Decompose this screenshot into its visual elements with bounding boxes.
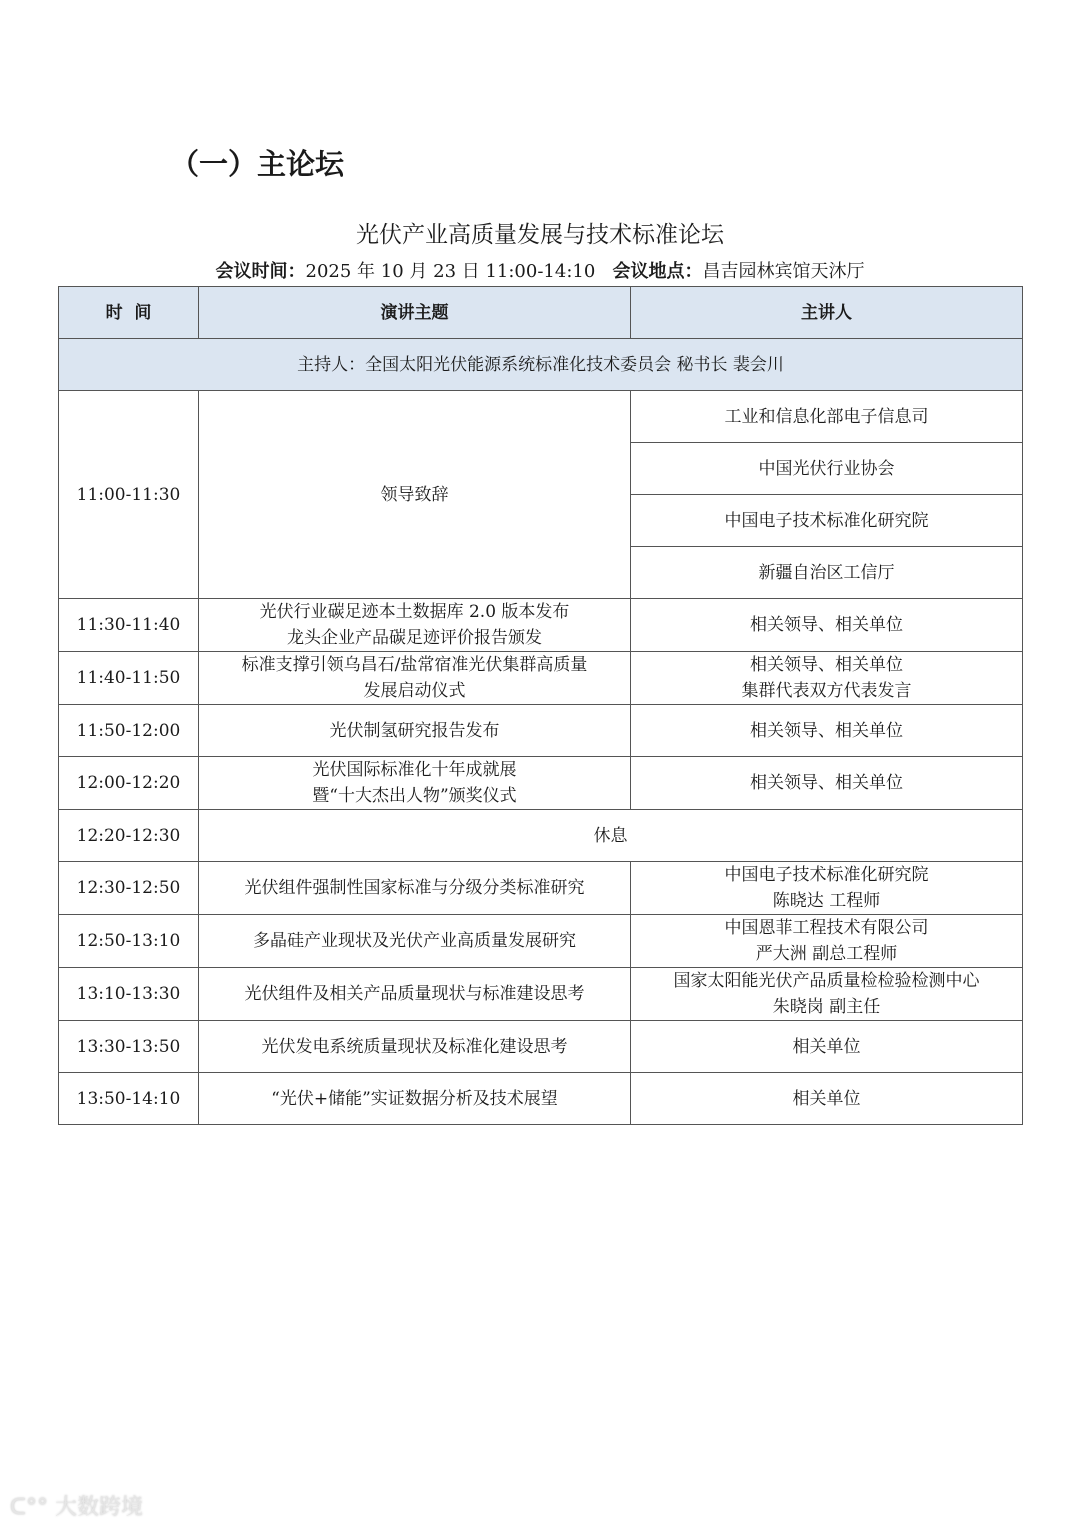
speaker-line: 相关领导、相关单位	[750, 655, 903, 675]
speaker-cell	[631, 968, 1023, 1021]
speaker-cell	[631, 915, 1023, 968]
time-cell: 11:00-11:30	[59, 391, 199, 599]
topic-line: 龙头企业产品碳足迹评价报告颁发	[287, 628, 542, 648]
speaker-cell	[631, 757, 1023, 810]
topic-line: 光伏国际标准化十年成就展	[312, 760, 517, 780]
table-row	[59, 757, 1023, 810]
speaker-cell: 新疆自治区工信厅	[631, 547, 1023, 599]
topic-line: 光伏组件及相关产品质量现状与标准建设思考	[244, 984, 585, 1004]
time-label: 会议时间：	[215, 261, 306, 282]
forum-title: 光伏产业高质量发展与技术标准论坛	[356, 222, 724, 248]
table-row	[59, 652, 1023, 705]
speaker-cell	[631, 652, 1023, 705]
table-row	[59, 705, 1023, 757]
agenda-table	[58, 286, 1023, 1125]
meeting-meta	[0, 257, 1080, 283]
section-title: （一）主论坛	[170, 147, 345, 181]
table-row	[59, 915, 1023, 968]
place-label: 会议地点：	[612, 261, 703, 282]
topic-line: 光伏制氢研究报告发布	[329, 720, 500, 741]
topic-line: 发展启动仪式	[363, 681, 466, 701]
topic-cell	[199, 968, 631, 1021]
header-topic: 演讲主题	[199, 287, 631, 339]
topic-line: 暨“十大杰出人物”颁奖仪式	[312, 786, 517, 806]
break-cell: 休息	[199, 810, 1023, 862]
header-time: 时 间	[59, 287, 199, 339]
topic-cell	[199, 915, 631, 968]
table-header	[59, 287, 1023, 339]
speaker-line: 相关单位	[792, 1036, 861, 1057]
table-row	[59, 862, 1023, 915]
speaker-line: 国家太阳能光伏产品质量检检验检测中心	[673, 971, 980, 991]
speaker-line: 相关领导、相关单位	[750, 773, 903, 793]
table-row	[59, 599, 1023, 652]
header-speaker: 主讲人	[631, 287, 1023, 339]
time-cell: 12:00-12:20	[59, 757, 199, 810]
speaker-cell	[631, 705, 1023, 757]
speaker-cell: 中国光伏行业协会	[631, 443, 1023, 495]
topic-line: 光伏行业碳足迹本土数据库 2.0 版本发布	[259, 602, 570, 622]
topic-line: 光伏发电系统质量现状及标准化建设思考	[261, 1036, 568, 1057]
time-cell: 13:30-13:50	[59, 1021, 199, 1073]
speaker-cell	[631, 1021, 1023, 1073]
topic-line: 多晶硅产业现状及光伏产业高质量发展研究	[253, 931, 576, 951]
place-value: 昌吉园林宾馆天沐厅	[702, 261, 865, 282]
topic-cell	[199, 599, 631, 652]
time-cell: 12:30-12:50	[59, 862, 199, 915]
time-cell: 12:20-12:30	[59, 810, 199, 862]
speaker-line: 相关单位	[792, 1088, 861, 1109]
topic-cell	[199, 1073, 631, 1125]
speaker-line: 中国恩菲工程技术有限公司	[724, 918, 929, 938]
speaker-cell: 工业和信息化部电子信息司	[631, 391, 1023, 443]
host-row	[59, 339, 1023, 391]
speaker-cell	[631, 1073, 1023, 1125]
table-row	[59, 391, 1023, 443]
topic-cell	[199, 705, 631, 757]
topic-line: 光伏组件强制性国家标准与分级分类标准研究	[244, 878, 585, 898]
time-cell: 11:40-11:50	[59, 652, 199, 705]
speaker-line: 严大洲 副总工程师	[755, 944, 898, 964]
speaker-line: 朱晓岗 副主任	[772, 997, 881, 1017]
time-cell: 11:30-11:40	[59, 599, 199, 652]
table-row	[59, 1073, 1023, 1125]
break-row	[59, 810, 1023, 862]
speaker-line: 相关领导、相关单位	[750, 720, 903, 741]
time-cell: 11:50-12:00	[59, 705, 199, 757]
speaker-line: 相关领导、相关单位	[750, 615, 903, 635]
speaker-line: 集群代表双方代表发言	[741, 681, 912, 701]
speaker-line: 陈晓达 工程师	[772, 891, 881, 911]
topic-cell: 领导致辞	[199, 391, 631, 599]
topic-cell	[199, 757, 631, 810]
time-value: 2025 年 10 月 23 日 11:00-14:10	[305, 261, 596, 282]
topic-cell	[199, 862, 631, 915]
topic-line: 标准支撑引领乌昌石/盐常宿准光伏集群高质量	[241, 655, 588, 675]
time-cell: 13:50-14:10	[59, 1073, 199, 1125]
speaker-line: 中国电子技术标准化研究院	[724, 865, 929, 885]
time-cell: 12:50-13:10	[59, 915, 199, 968]
speaker-cell	[631, 862, 1023, 915]
watermark-logo: ᑕ°° 大数跨境	[10, 1495, 144, 1520]
speaker-cell: 中国电子技术标准化研究院	[631, 495, 1023, 547]
topic-line: “光伏+储能”实证数据分析及技术展望	[271, 1088, 558, 1109]
topic-cell	[199, 1021, 631, 1073]
host-cell: 主持人：全国太阳光伏能源系统标准化技术委员会 秘书长 裴会川	[59, 339, 1023, 391]
topic-cell	[199, 652, 631, 705]
table-row	[59, 1021, 1023, 1073]
time-cell: 13:10-13:30	[59, 968, 199, 1021]
speaker-cell	[631, 599, 1023, 652]
table-row	[59, 968, 1023, 1021]
